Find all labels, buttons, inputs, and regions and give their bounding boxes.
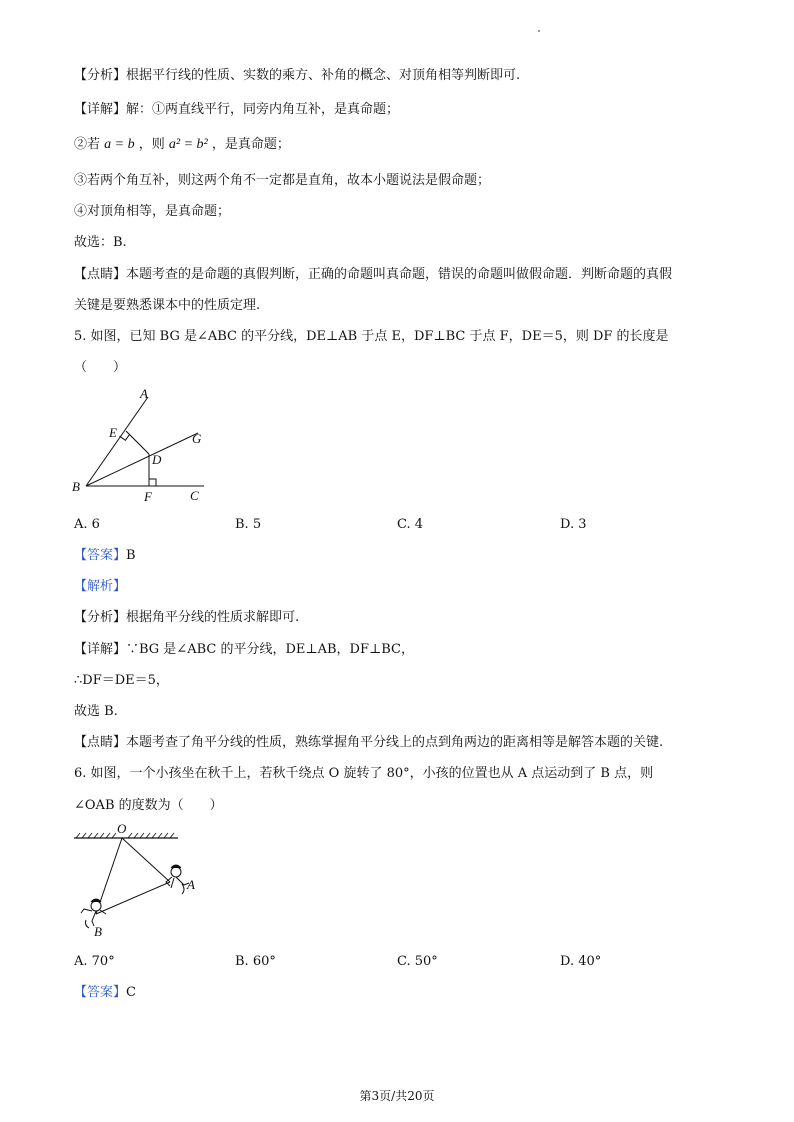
q5-therefore: ∴DF＝DE＝5， — [74, 673, 169, 688]
label-a: A — [140, 386, 148, 401]
label-d: D — [152, 452, 162, 467]
ray-ba — [86, 397, 148, 486]
q6-answer-line — [74, 983, 734, 1003]
label-b-swing: B — [94, 924, 102, 939]
scan-speck — [538, 30, 540, 32]
q5-choice: 故选 B. — [74, 704, 118, 719]
label-f: F — [144, 489, 152, 504]
q5-remark: 【点睛】本题考查了角平分线的性质，熟练掌握角平分线上的点到角两边的距离相等是解答本题的关键. — [74, 735, 664, 750]
q6-option-a: A. 70° — [74, 954, 115, 969]
q5-option-a: A. 6 — [74, 517, 100, 532]
figure-6-swing — [66, 820, 216, 945]
detail-line-2-suffix: ，是真命题； — [211, 137, 290, 152]
q6-answer-value: C — [126, 985, 136, 1000]
label-a-swing: A — [187, 877, 195, 892]
q5-option-b: B. 5 — [235, 517, 262, 532]
detail-line-3: ③若两个角互补，则这两个角不一定都是直角，故本小题说法是假命题； — [74, 173, 491, 188]
detail-line-1: 【详解】解：①两直线平行，同旁内角互补，是真命题； — [74, 102, 400, 117]
remark-line-1: 【点睛】本题考查的是命题的真假判断，正确的命题叫真命题，错误的命题叫做假命题．判断命题的真假 — [74, 267, 673, 282]
rope-oa — [122, 838, 170, 882]
label-b: B — [72, 479, 80, 494]
segment-ab — [96, 882, 170, 914]
q5-answer-value: B — [126, 548, 136, 563]
label-o: O — [117, 821, 127, 836]
q6-answer-tag: 【答案】 — [74, 985, 127, 1000]
detail-line-4: ④对顶角相等，是真命题； — [74, 204, 231, 219]
figure-5-angle-bisector — [70, 385, 220, 505]
detail-line-2-prefix: ②若 — [74, 137, 101, 152]
page-footer: 第3页/共20页 — [359, 1089, 435, 1103]
detail-line-2-mid: ，则 — [138, 137, 165, 152]
label-g: G — [192, 431, 202, 446]
question-5-paren: （ ） — [74, 360, 127, 375]
child-a-drawing — [166, 865, 189, 894]
q5-option-c: C. 4 — [397, 517, 424, 532]
label-c: C — [190, 488, 199, 503]
q5-answer-line — [74, 546, 734, 566]
math-a-equals-b: a = b — [104, 137, 135, 152]
q5-analysis: 【分析】根据角平分线的性质求解即可. — [74, 610, 300, 625]
remark-line-2: 关键是要熟悉课本中的性质定理. — [74, 298, 261, 313]
analysis-line: 【分析】根据平行线的性质、实数的乘方、补角的概念、对顶角相等判断即可. — [74, 68, 521, 83]
q6-option-d: D. 40° — [560, 954, 602, 969]
question-6-stem: 6. 如图，一个小孩坐在秋千上，若秋千绕点 O 旋转了 80°，小孩的位置也从 A 点运动到了 B 点，则 — [74, 766, 654, 781]
q5-jiexi-tag: 【解析】 — [74, 579, 127, 594]
label-e: E — [109, 425, 117, 440]
choice-line: 故选：B. — [74, 235, 127, 250]
q5-answer-tag: 【答案】 — [74, 548, 127, 563]
q5-option-d: D. 3 — [560, 517, 587, 532]
segment-de — [126, 431, 149, 454]
question-5-stem: 5. 如图，已知 BG 是∠ABC 的平分线，DE⊥AB 于点 E，DF⊥BC 于点 F，DE＝5，则 DF 的长度是 — [74, 329, 669, 344]
q6-option-c: C. 50° — [397, 954, 438, 969]
detail-line-2 — [74, 135, 734, 155]
right-angle-mark-f — [149, 479, 156, 486]
ray-bg — [86, 433, 198, 486]
math-a2-equals-b2: a² = b² — [168, 137, 208, 152]
q6-option-b: B. 60° — [235, 954, 276, 969]
q5-detail: 【详解】∵BG 是∠ABC 的平分线，DE⊥AB，DF⊥BC， — [74, 642, 414, 657]
question-6-stem-2: ∠OAB 的度数为（ ） — [74, 798, 223, 813]
